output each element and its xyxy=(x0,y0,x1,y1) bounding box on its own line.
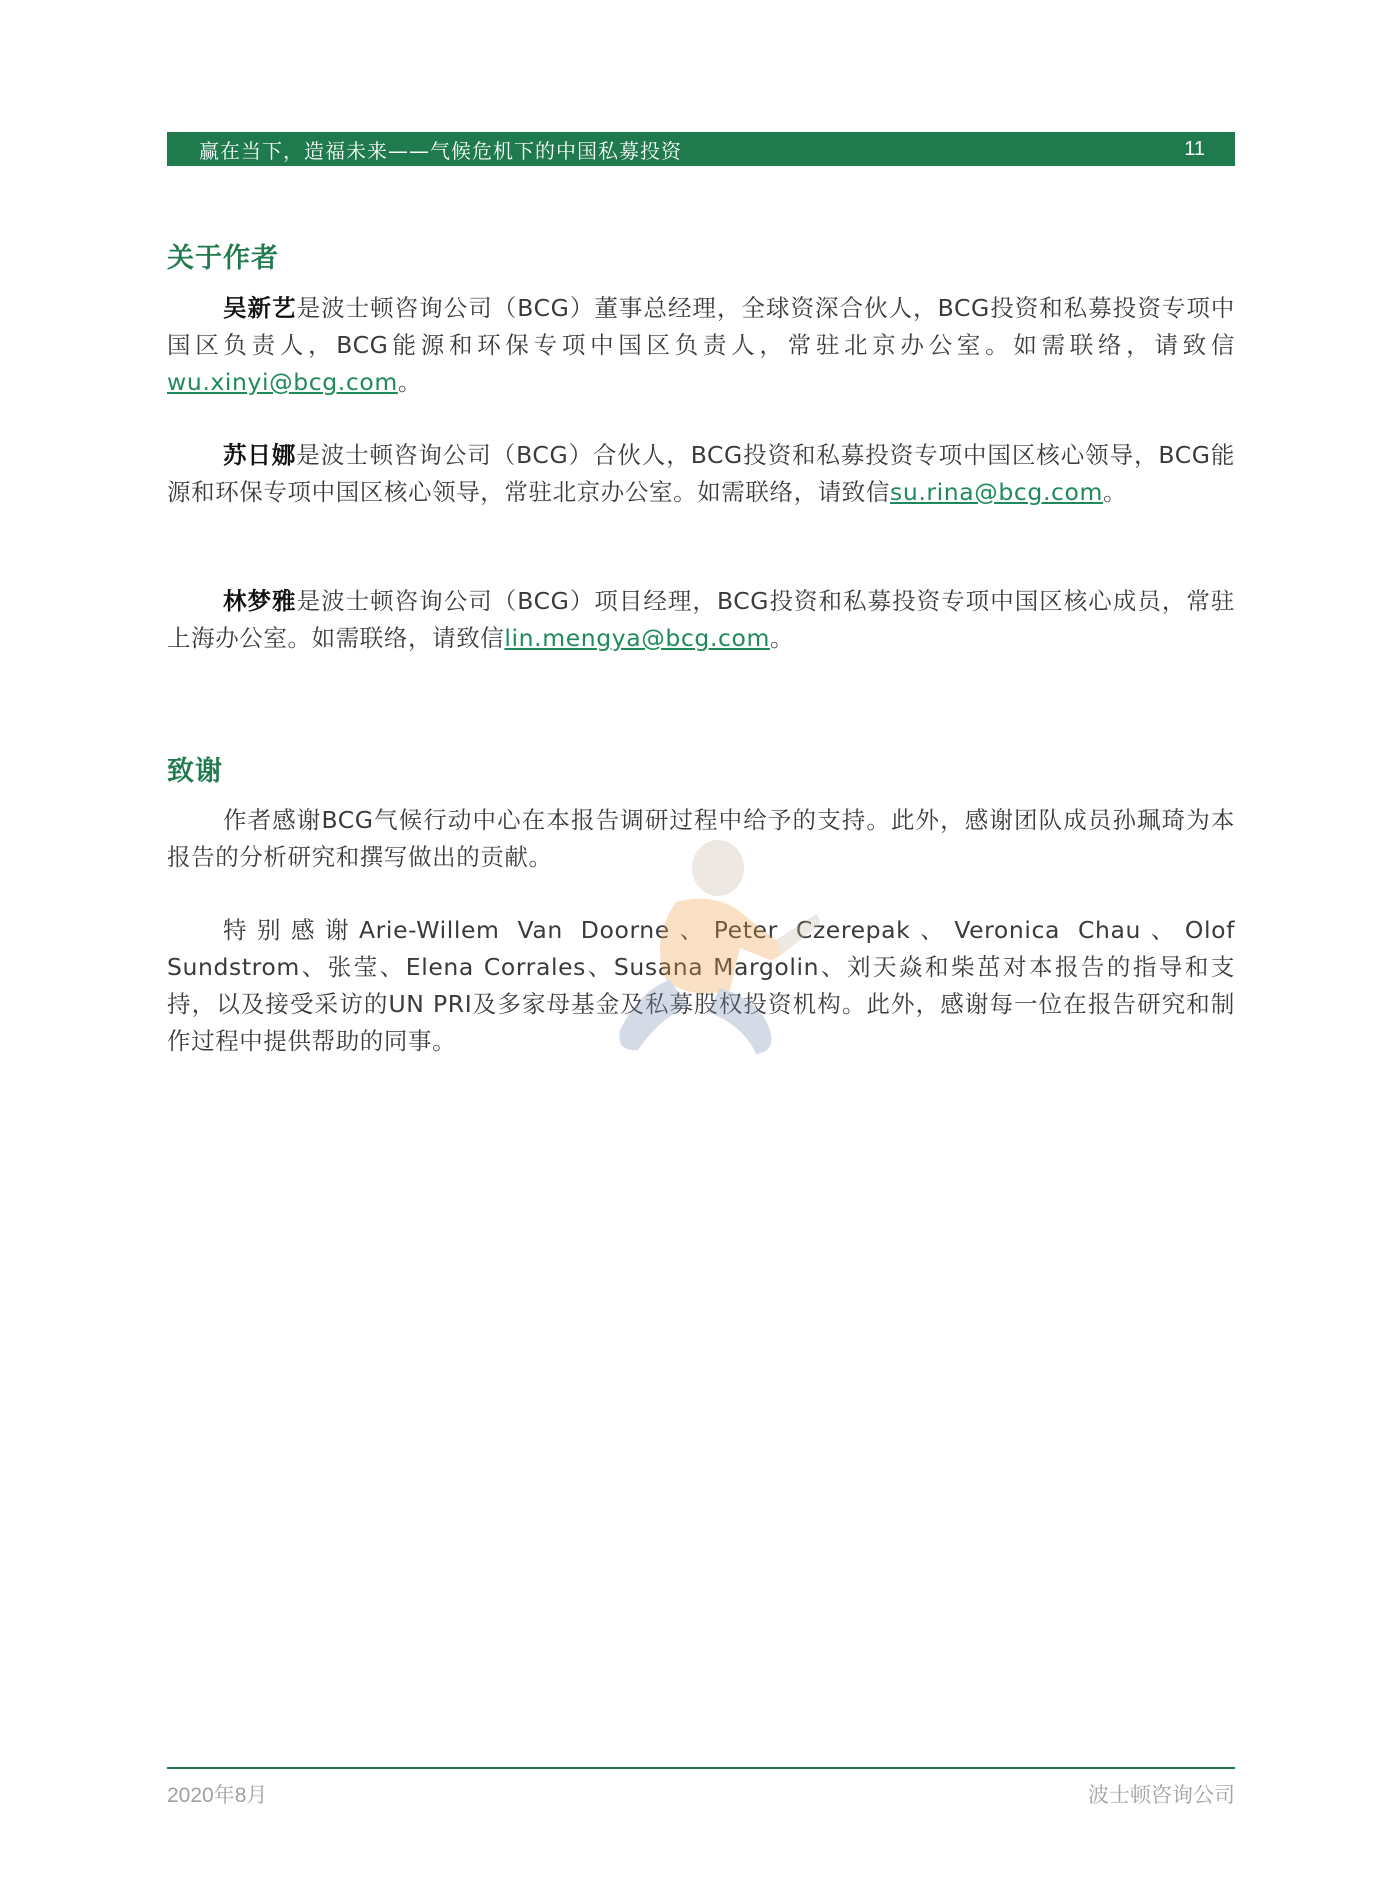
author-email-link[interactable]: wu.xinyi@bcg.com xyxy=(167,368,398,396)
author-email-link[interactable]: su.rina@bcg.com xyxy=(890,478,1104,506)
author-name: 吴新艺 xyxy=(223,294,297,322)
acknowledgement-paragraph-2: 特别感谢Arie-Willem Van Doorne、Peter Czerepak、Veronica Chau、Olof Sundstrom、张莹、Elena Corrales、Susana Margolin、刘天焱和柴茁对本报告的指导和支持，以及接受采访的UN PRI及多家母基金及私募股权投资机构。此外，感谢每一位在报告研究和制作过程中提供帮助的同事。 xyxy=(167,916,1235,1055)
about-authors-title: 关于作者 xyxy=(167,243,279,274)
author-description: 是波士顿咨询公司（BCG）董事总经理，全球资深合伙人，BCG投资和私募投资专项中国区负责人，BCG能源和环保专项中国区负责人，常驻北京办公室。如需联络，请致信 xyxy=(167,294,1235,359)
header-title: 赢在当下，造福未来——气候危机下的中国私募投资 xyxy=(199,138,682,163)
author-description: 是波士顿咨询公司（BCG）项目经理，BCG投资和私募投资专项中国区核心成员，常驻上海办公室。如需联络，请致信 xyxy=(167,587,1235,652)
author-name: 苏日娜 xyxy=(223,441,297,469)
footer-company: 波士顿咨询公司 xyxy=(1088,1783,1235,1807)
author-paragraph-1: 吴新艺是波士顿咨询公司（BCG）董事总经理，全球资深合伙人，BCG投资和私募投资专项中国区负责人，BCG能源和环保专项中国区负责人，常驻北京办公室。如需联络，请致信wu.xinyi@bcg.com。 xyxy=(167,294,1235,396)
footer-date: 2020年8月 xyxy=(167,1784,268,1807)
page-number: 11 xyxy=(1184,137,1205,160)
author-paragraph-3: 林梦雅是波士顿咨询公司（BCG）项目经理，BCG投资和私募投资专项中国区核心成员，常驻上海办公室。如需联络，请致信lin.mengya@bcg.com。 xyxy=(167,587,1235,652)
acknowledgement-paragraph-1: 作者感谢BCG气候行动中心在本报告调研过程中给予的支持。此外，感谢团队成员孙珮琦为本报告的分析研究和撰写做出的贡献。 xyxy=(167,806,1235,871)
author-email-link[interactable]: lin.mengya@bcg.com xyxy=(504,624,771,652)
footer-divider xyxy=(167,1767,1235,1769)
author-description: 是波士顿咨询公司（BCG）合伙人，BCG投资和私募投资专项中国区核心领导，BCG能源和环保专项中国区核心领导，常驻北京办公室。如需联络，请致信 xyxy=(167,441,1235,506)
author-paragraph-2: 苏日娜是波士顿咨询公司（BCG）合伙人，BCG投资和私募投资专项中国区核心领导，BCG能源和环保专项中国区核心领导，常驻北京办公室。如需联络，请致信su.rina@bcg.com。 xyxy=(167,441,1235,506)
acknowledgements-title: 致谢 xyxy=(167,756,223,787)
header-bar xyxy=(167,132,1235,166)
author-name: 林梦雅 xyxy=(223,587,297,615)
